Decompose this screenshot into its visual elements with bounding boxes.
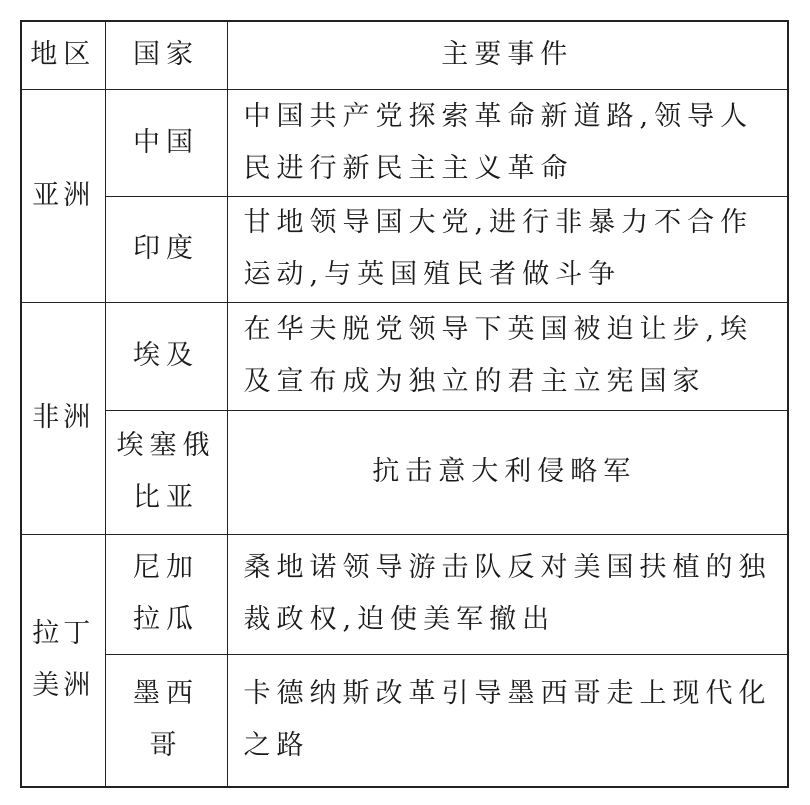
country-cell: [105, 89, 227, 196]
region-cell-africa: [21, 302, 105, 534]
country-cell: [105, 654, 227, 787]
header-region: 地区: [21, 21, 105, 89]
header-event: 主要事件: [227, 21, 788, 89]
country-label-line-1: 墨西: [133, 678, 199, 710]
table-row: [21, 534, 788, 654]
region-label-line-2: 美洲: [32, 670, 95, 702]
event-cell: 桑地诺领导游击队反对美国扶植的独裁政权,迫使美军撤出: [227, 534, 788, 654]
table-row: [21, 196, 788, 302]
table-row: [21, 89, 788, 196]
region-label-line-1: 拉丁: [32, 618, 95, 650]
header-country: 国家: [105, 21, 227, 89]
header-row: [21, 21, 788, 89]
country-label: 中国: [133, 126, 199, 158]
table-row: [21, 302, 788, 410]
region-label: 亚洲: [32, 179, 95, 211]
country-label-line-1: 埃塞俄: [116, 430, 216, 461]
event-cell: 卡德纳斯改革引导墨西哥走上现代化之路: [227, 654, 788, 787]
country-label-line-2: 比亚: [133, 482, 199, 513]
country-cell: [105, 196, 227, 302]
history-events-table: [20, 20, 789, 788]
country-cell: [105, 534, 227, 654]
table-row: [21, 410, 788, 534]
country-label-line-2: 哥: [149, 730, 183, 762]
country-label: 印度: [133, 233, 199, 264]
country-cell: [105, 410, 227, 534]
region-cell-asia: [21, 89, 105, 302]
region-cell-latin-america: [21, 534, 105, 787]
country-label: 埃及: [133, 340, 199, 371]
event-cell: 在华夫脱党领导下英国被迫让步,埃及宣布成为独立的君主立宪国家: [227, 302, 788, 410]
country-cell: [105, 302, 227, 410]
event-cell: 中国共产党探索革命新道路,领导人民进行新民主主义革命: [227, 89, 788, 196]
event-cell: 抗击意大利侵略军: [227, 410, 788, 534]
country-label-line-1: 尼加: [133, 552, 199, 583]
region-label: 非洲: [32, 402, 95, 433]
table-row: [21, 654, 788, 787]
event-cell: 甘地领导国大党,进行非暴力不合作运动,与英国殖民者做斗争: [227, 196, 788, 302]
country-label-line-2: 拉瓜: [133, 604, 199, 635]
